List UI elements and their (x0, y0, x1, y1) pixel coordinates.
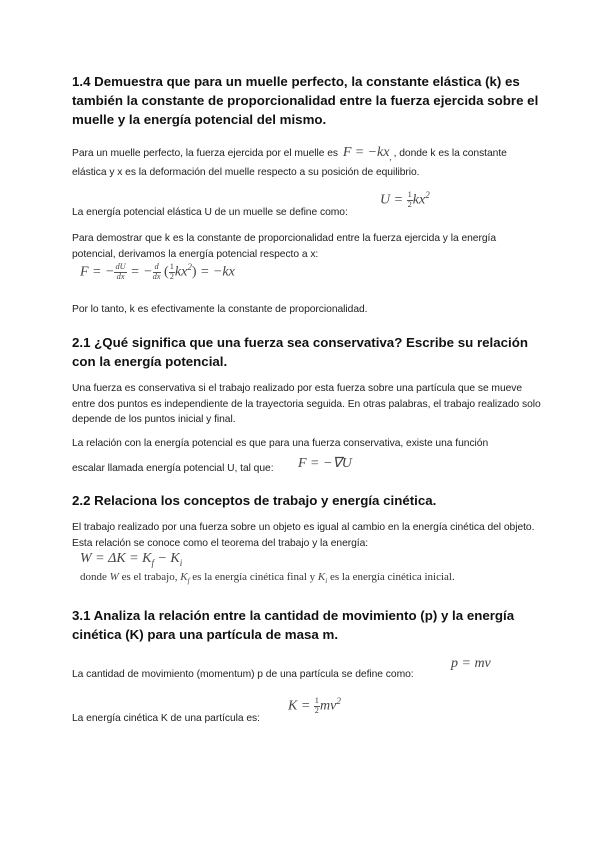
section-3-1-paragraph-momentum: La cantidad de movimiento (momentum) p de una partícula se define como: (72, 669, 414, 680)
section-1-4-heading: 1.4 Demuestra que para un muelle perfecto, la constante elástica (k) es también la constante de proporcionalidad entre la fuerza ejercida sobre el muelle y la energía potencial del mismo. (72, 74, 539, 127)
explanation-trabajo: es el trabajo, (121, 571, 178, 583)
symbol-kf: $K_f$ (180, 571, 190, 586)
equation-work-energy: $W = \Delta K = K_f - K_i$ (80, 551, 183, 568)
section-2-1-paragraph-relation: La relación con la energía potencial es que para una fuerza conservativa, existe una función (72, 438, 489, 449)
section-3-1-heading: 3.1 Analiza la relación entre la cantidad de movimiento (p) y la energía cinética (K) para una partícula de masa m. (72, 608, 515, 642)
section-1-4-paragraph-potential: La energía potencial elástica U de un muelle se define como: (72, 207, 348, 218)
section-2-2-heading: 2.2 Relaciona los conceptos de trabajo y energía cinética. (72, 493, 437, 508)
equation-potential-energy: U = $\frac{1}{2}$ $kx^2$ (380, 190, 430, 209)
section-1-4-paragraph-force (72, 145, 542, 181)
section-3-1-paragraph-kinetic: La energía cinética K de una partícula es: (72, 713, 260, 724)
section-2-1-heading: 2.1 ¿Qué significa que una fuerza sea conservativa? Escribe su relación con la energía potencial. (72, 335, 528, 369)
symbol-ki: $K_i$ (317, 571, 328, 586)
explanation-donde: donde (80, 571, 107, 583)
equation-kinetic-energy: K = $\frac{1}{2}$ $mv^2$ (288, 696, 341, 715)
section-2-1-paragraph-relation-cont: escalar llamada energía potencial U, tal que: (72, 463, 274, 474)
section-2-2-paragraph: El trabajo realizado por una fuerza sobre un objeto es igual al cambio en la energía cinética del objeto. Esta relación se conoce como el teorema del trabajo y la energía: (72, 522, 535, 549)
equation-hooke-law: $F = -kx_,$ (342, 145, 392, 162)
equation-momentum: p = mv (451, 656, 491, 671)
section-1-4-paragraph-derivation: Para demostrar que k es la constante de proporcionalidad entre la fuerza ejercida y la energía potencial, derivamos la energía potencial respecto a x: (72, 233, 497, 260)
symbol-w: W (109, 571, 119, 583)
explanation-inicial: es la energía cinética inicial. (330, 571, 455, 583)
force-text-start: Para un muelle perfecto, la fuerza ejercida por el muelle es (72, 148, 339, 159)
equation-force-derivative: F = − $\frac{dU}{dx}$ = − $\frac{d}{dx}$ ( $\frac{1}{2}$ $kx^2) = -kx$ (80, 262, 235, 281)
section-1-4-conclusion: Por lo tanto, k es efectivamente la constante de proporcionalidad. (72, 304, 368, 315)
equation-gradient: F = −∇U (298, 456, 352, 471)
section-2-1-paragraph-definition: Una fuerza es conservativa si el trabajo realizado por esta fuerza sobre una partícula que se mueve entre dos puntos es independiente de la trayectoria seguida. En otras palabras, el trabajo realizado solo depende de los puntos inicial y final. (72, 383, 541, 425)
explanation-final: es la energía cinética final y (192, 571, 316, 583)
work-energy-explanation (80, 571, 455, 585)
force-text-end: , donde k es la constante elástica y x es la deformación del muelle respecto a su posición de equilibrio. (72, 148, 507, 179)
